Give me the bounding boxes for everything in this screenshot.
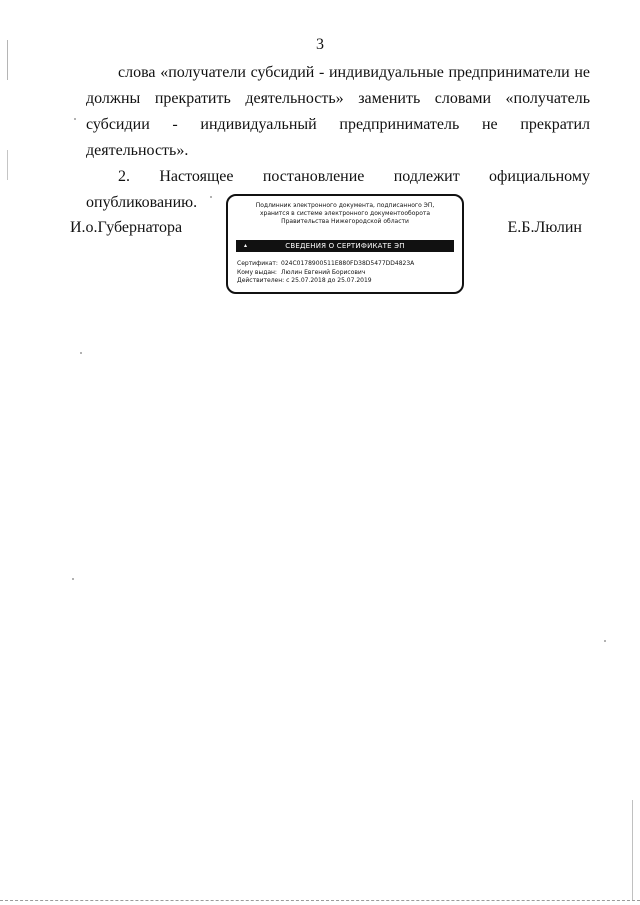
issued-to-label: Кому выдан:	[237, 268, 277, 276]
certificate-value: 024C0178900511E880FD38D5477DD4823A	[281, 260, 415, 267]
stamp-certificate-line	[237, 260, 454, 269]
signatory-name: Е.Б.Люлин	[507, 219, 582, 236]
stamp-title-bar	[236, 240, 454, 252]
publication-paragraph: 2. Настоящее постановление подлежит официальному опубликованию.	[86, 168, 590, 211]
stamp-bar-title: СВЕДЕНИЯ О СЕРТИФИКАТЕ ЭП	[285, 242, 405, 250]
signatory-title: И.о.Губернатора	[70, 219, 183, 236]
stamp-details	[237, 260, 454, 286]
scan-speck	[80, 352, 82, 354]
scan-speck	[74, 118, 76, 120]
stamp-bar-marker: ▴	[244, 242, 248, 249]
certificate-label: Сертификат:	[237, 260, 278, 267]
scan-bottom-edge	[0, 900, 640, 902]
electronic-signature-stamp	[226, 194, 464, 294]
scan-speck	[72, 578, 74, 580]
scan-edge-mark	[632, 800, 633, 900]
amendment-paragraph: слова «получатели субсидий - индивидуальные предприниматели не должны прекратить деятельность» заменить словами «получатель субсидии - индивидуальный предприниматель не прекратил деятельность».	[86, 64, 590, 159]
stamp-issued-to-line	[237, 269, 454, 278]
stamp-header	[236, 202, 454, 226]
stamp-header-line: Правительства Нижегородской области	[281, 218, 409, 225]
scan-speck	[210, 196, 212, 198]
stamp-validity-line: Действителен: с 25.07.2018 до 25.07.2019	[237, 277, 372, 284]
scan-edge-mark	[7, 150, 8, 180]
stamp-header-line: Подлинник электронного документа, подписанного ЭП,	[255, 202, 435, 209]
document-body	[86, 60, 590, 216]
page-number: 3	[316, 36, 324, 53]
stamp-header-line: хранится в системе электронного документооборота	[259, 210, 431, 217]
scan-speck	[604, 640, 606, 642]
issued-to-value: Люлин Евгений Борисович	[281, 268, 366, 276]
